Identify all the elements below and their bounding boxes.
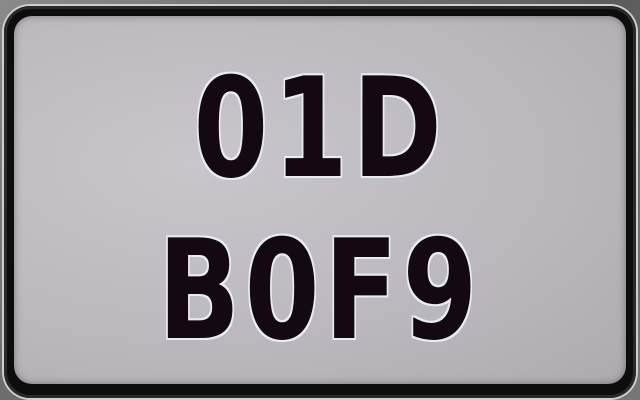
license-plate xyxy=(14,16,626,384)
plate-line-1: 01D xyxy=(193,48,447,209)
plate-line-2: B0F9 xyxy=(157,210,483,371)
